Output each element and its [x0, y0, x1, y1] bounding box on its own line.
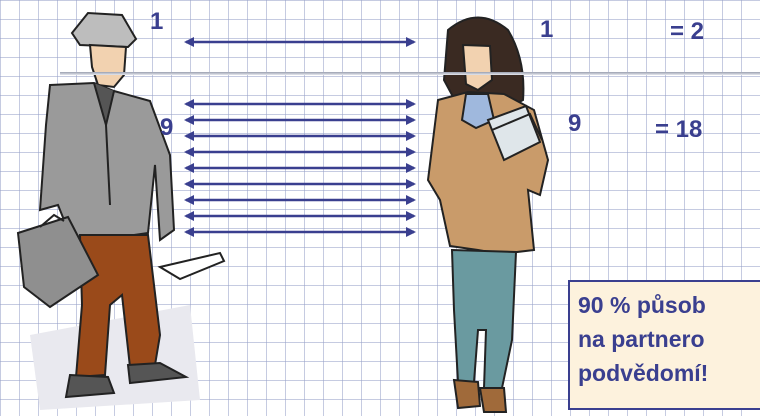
top-total: = 2	[670, 18, 705, 45]
right-bottom-count: 9	[568, 110, 582, 137]
woman-with-books-illustration	[408, 10, 568, 416]
left-bottom-count: 9	[160, 114, 174, 141]
right-top-count: 1	[540, 16, 554, 43]
bottom-total: = 18	[655, 116, 703, 143]
arrow-group	[178, 30, 428, 245]
callout-box	[568, 280, 760, 410]
callout-line-1: 90 % působ	[578, 292, 706, 318]
callout-line-3: podvědomí!	[578, 360, 709, 386]
left-top-count: 1	[150, 8, 164, 35]
callout-line-2: na partnero	[578, 326, 705, 352]
